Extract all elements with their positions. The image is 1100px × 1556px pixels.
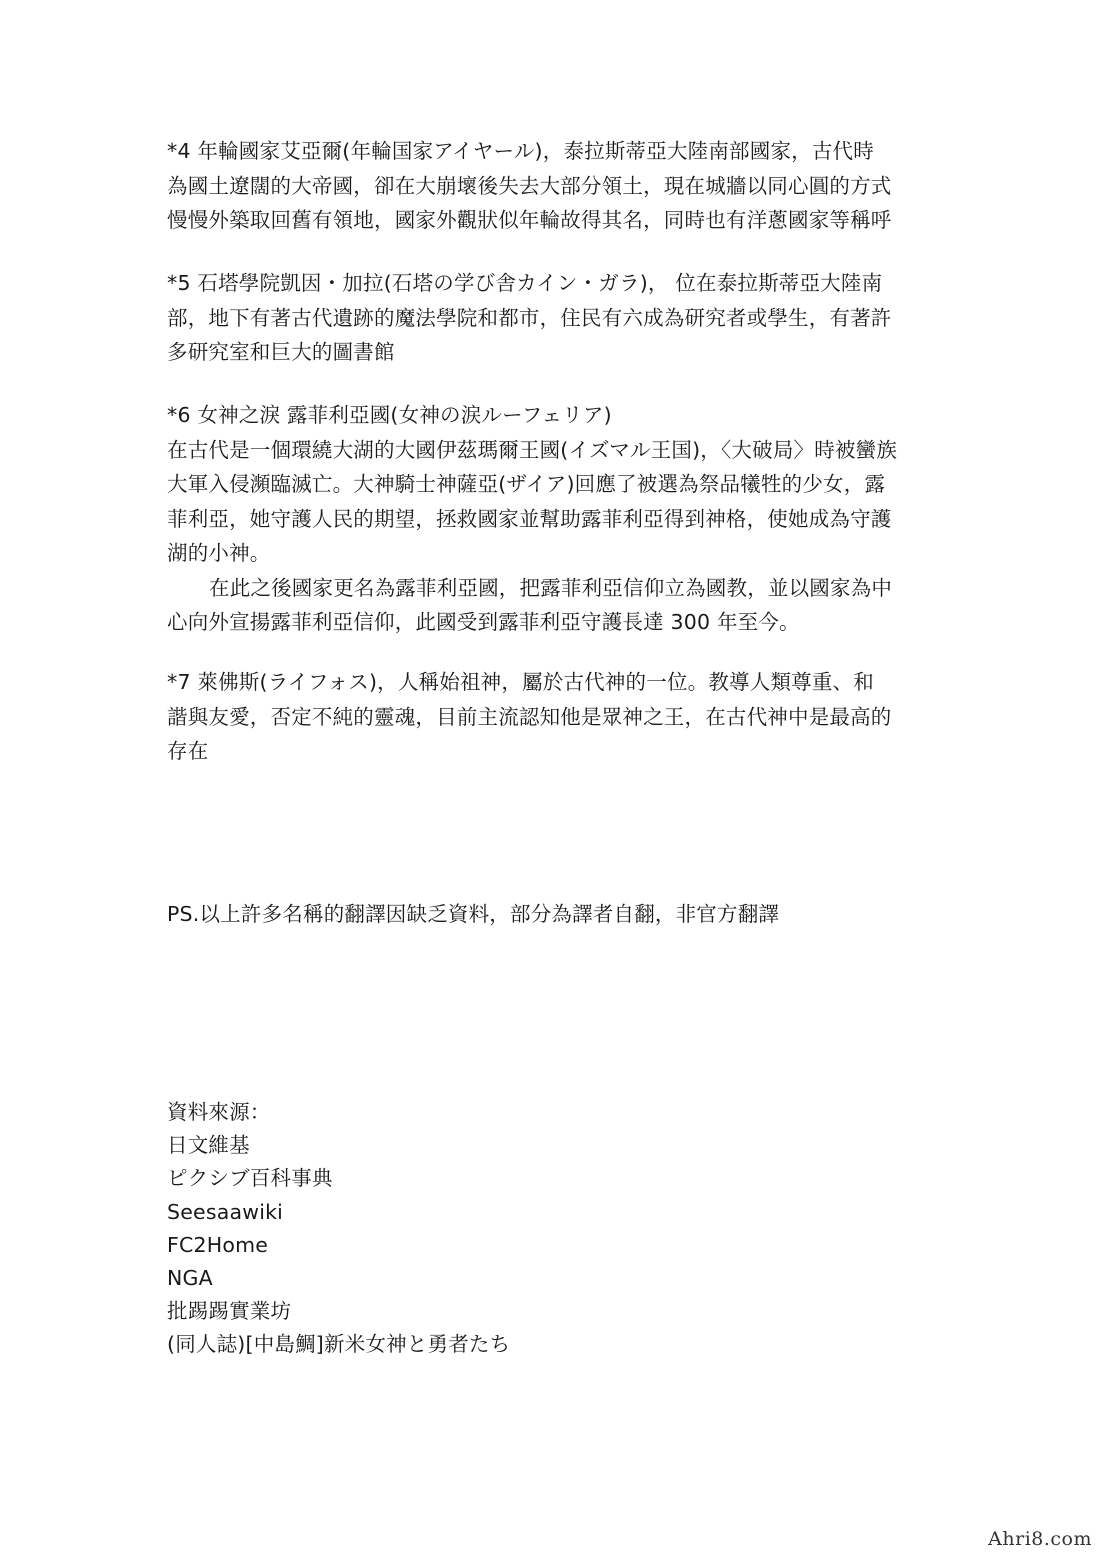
footnote-line: 多研究室和巨大的圖書館 <box>167 340 395 364</box>
footnote-7 <box>167 665 937 769</box>
footnote-6 <box>167 398 937 640</box>
footnote-5 <box>167 266 937 370</box>
footnote-line: *5 石塔學院凱因・加拉(石塔の学び舎カイン・ガラ)， 位在泰拉斯蒂亞大陸南 <box>167 271 883 295</box>
source-item: NGA <box>167 1266 213 1291</box>
translator-note <box>167 897 937 932</box>
footnote-line: 在此之後國家更名為露菲利亞國，把露菲利亞信仰立為國教，並以國家為中 <box>209 575 893 600</box>
source-item: FC2Home <box>167 1232 269 1257</box>
footnote-line: 存在 <box>167 739 209 763</box>
footnote-line: 在古代是一個環繞大湖的大國伊茲瑪爾王國(イズマル王国)，〈大破局〉時被蠻族 <box>167 437 898 462</box>
source-item: 日文維基 <box>167 1133 250 1158</box>
source-item: 批踢踢實業坊 <box>167 1299 292 1324</box>
footnote-line: 大軍入侵瀕臨滅亡。大神騎士神薩亞(ザイア)回應了被選為祭品犧牲的少女，露 <box>167 472 886 496</box>
ps-text: PS.以上許多名稱的翻譯因缺乏資料，部分為譯者自翻，非官方翻譯 <box>167 902 780 926</box>
footnote-line: *4 年輪國家艾亞爾(年輪国家アイヤール)，泰拉斯蒂亞大陸南部國家，古代時 <box>167 139 874 163</box>
footnote-line: 菲利亞，她守護人民的期望，拯救國家並幫助露菲利亞得到神格，使她成為守護 <box>167 506 892 531</box>
footnote-line: 諧與友愛，否定不純的靈魂，目前主流認知他是眾神之王，在古代神中是最高的 <box>167 704 892 729</box>
footnote-line: *6 女神之淚 露菲利亞國(女神の涙ルーフェリア) <box>167 403 612 427</box>
sources-list <box>167 1096 937 1362</box>
footnote-line: *7 萊佛斯(ライフォス)，人稱始祖神，屬於古代神的一位。教導人類尊重、和 <box>167 670 874 694</box>
footnote-line: 部，地下有著古代遺跡的魔法學院和都市，住民有六成為研究者或學生，有著許 <box>167 305 892 330</box>
footnote-line: 湖的小神。 <box>167 541 271 565</box>
source-item: Seesaawiki <box>167 1199 284 1224</box>
site-watermark: Ahri8.com <box>988 1528 1092 1550</box>
sources-heading: 資料來源： <box>167 1100 271 1124</box>
footnote-4 <box>167 134 937 238</box>
source-item: ピクシブ百科事典 <box>167 1166 333 1191</box>
footnote-line: 慢慢外築取回舊有領地，國家外觀狀似年輪故得其名，同時也有洋蔥國家等稱呼 <box>167 208 892 232</box>
footnote-line: 為國土遼闊的大帝國，卻在大崩壞後失去大部分領土，現在城牆以同心圓的方式 <box>167 173 892 198</box>
source-item: (同人誌)[中島鯛]新米女神と勇者たち <box>167 1332 511 1357</box>
footnote-line: 心向外宣揚露菲利亞信仰，此國受到露菲利亞守護長達 300 年至今。 <box>167 610 800 634</box>
